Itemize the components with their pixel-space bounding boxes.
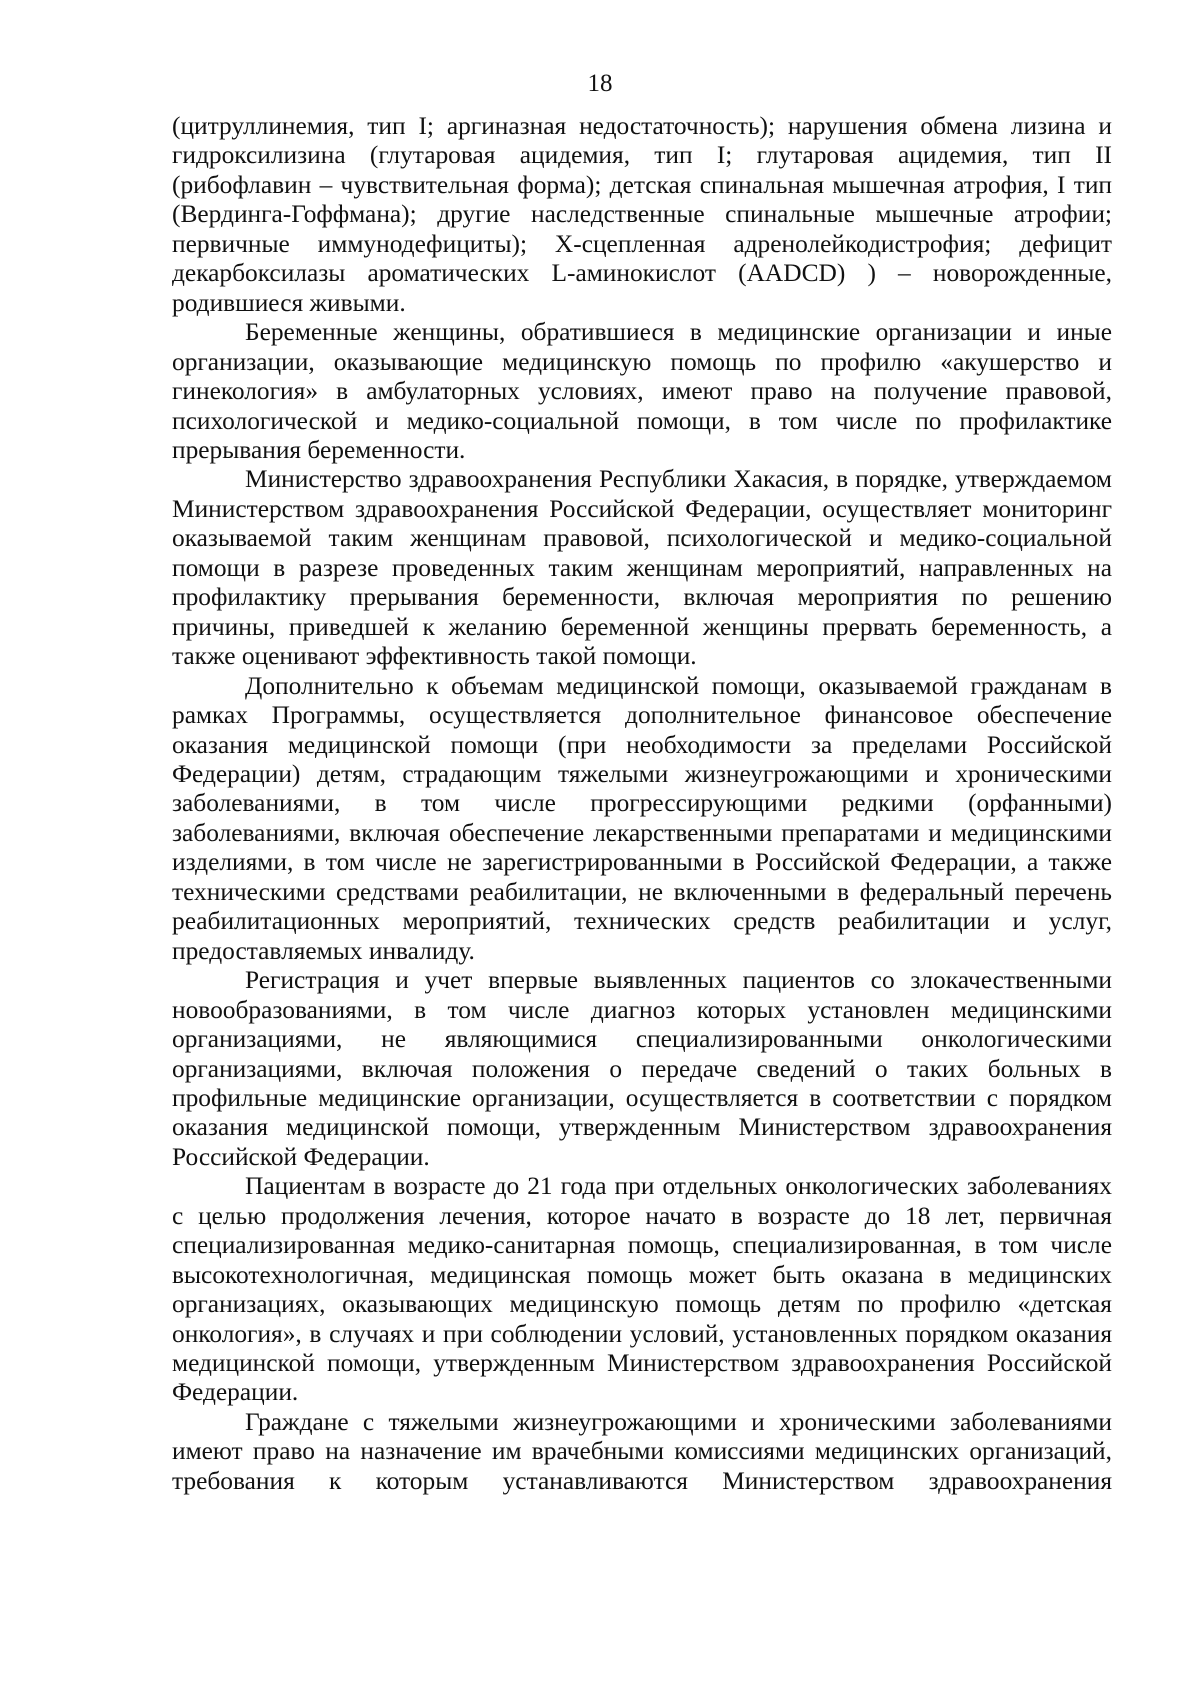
paragraph-additional-funding: Дополнительно к объемам медицинской помощи, оказываемой гражданам в рамках Программы, осуществляется дополнительное финансовое обеспечение оказания медицинской помощи (при необходимости за пределами Российской Федерации) детям, страдающим тяжелыми жизнеугрожающими и хроническими заболеваниями, в том числе прогрессирующими редкими (орфанными) заболеваниями, включая обеспечение лекарственными препаратами и медицинскими изделиями, в том числе не зарегистрированными в Российской Федерации, а также техническими средствами реабилитации, не включенными в федеральный перечень реабилитационных мероприятий, технических средств реабилитации и услуг, предоставляемых инвалиду. [172,671,1112,965]
paragraph-cancer-registration: Регистрация и учет впервые выявленных пациентов со злокачественными новообразованиями, в том числе диагноз которых установлен медицинскими организациями, не являющимися специализированными онкологическими организациями, включая положения о передаче сведений о таких больных в профильные медицинские организации, осуществляется в соответствии с порядком оказания медицинской помощи, утвержденным Министерством здравоохранения Российской Федерации. [172,966,1112,1171]
page-number: 18 [587,70,613,97]
paragraph-pregnant-women: Беременные женщины, обратившиеся в медицинские организации и иные организации, оказывающие медицинскую помощь по профилю «акушерство и гинекология» в амбулаторных условиях, имеют право на получение правовой, психологической и медико-социальной помощи, в том числе по профилактике прерывания беременности. [172,318,1112,464]
document-body [172,112,1112,1496]
paragraph-continuation: (цитруллинемия, тип I; аргиназная недостаточность); нарушения обмена лизина и гидроксилизина (глутаровая ацидемия, тип I; глутаровая ацидемия, тип II (рибофлавин – чувствительная форма); детская спинальная мышечная атрофия, I тип (Вердинга-Гоффмана); другие наследственные спинальные мышечные атрофии; первичные иммунодефициты); Х-сцепленная адренолейкодистрофия; дефицит декарбоксилазы ароматических L-аминокислот (AADCD) ) – новорожденные, родившиеся живыми. [172,112,1112,317]
paragraph-ministry-monitoring: Министерство здравоохранения Республики Хакасия, в порядке, утверждаемом Министерством здравоохранения Российской Федерации, осуществляет мониторинг оказываемой таким женщинам правовой, психологической и медико-социальной помощи в разрезе проведенных таким женщинам мероприятий, направленных на профилактику прерывания беременности, включая мероприятия по решению причины, приведшей к желанию беременной женщины прервать беременность, а также оценивают эффективность такой помощи. [172,465,1112,671]
paragraph-oncology-patients: Пациентам в возрасте до 21 года при отдельных онкологических заболеваниях с целью продолжения лечения, которое начато в возрасте до 18 лет, первичная специализированная медико-санитарная помощь, специализированная, в том числе высокотехнологичная, медицинская помощь может быть оказана в медицинских организациях, оказывающих медицинскую помощь детям по профилю «детская онкология», в случаях и при соблюдении условий, установленных порядком оказания медицинской помощи, утвержденным Министерством здравоохранения Российской Федерации. [172,1172,1112,1407]
paragraph-chronic-diseases: Граждане с тяжелыми жизнеугрожающими и хроническими заболеваниями имеют право на назначение им врачебными комиссиями медицинских организаций, требования к которым устанавливаются Министерством здравоохранения [172,1407,1112,1495]
